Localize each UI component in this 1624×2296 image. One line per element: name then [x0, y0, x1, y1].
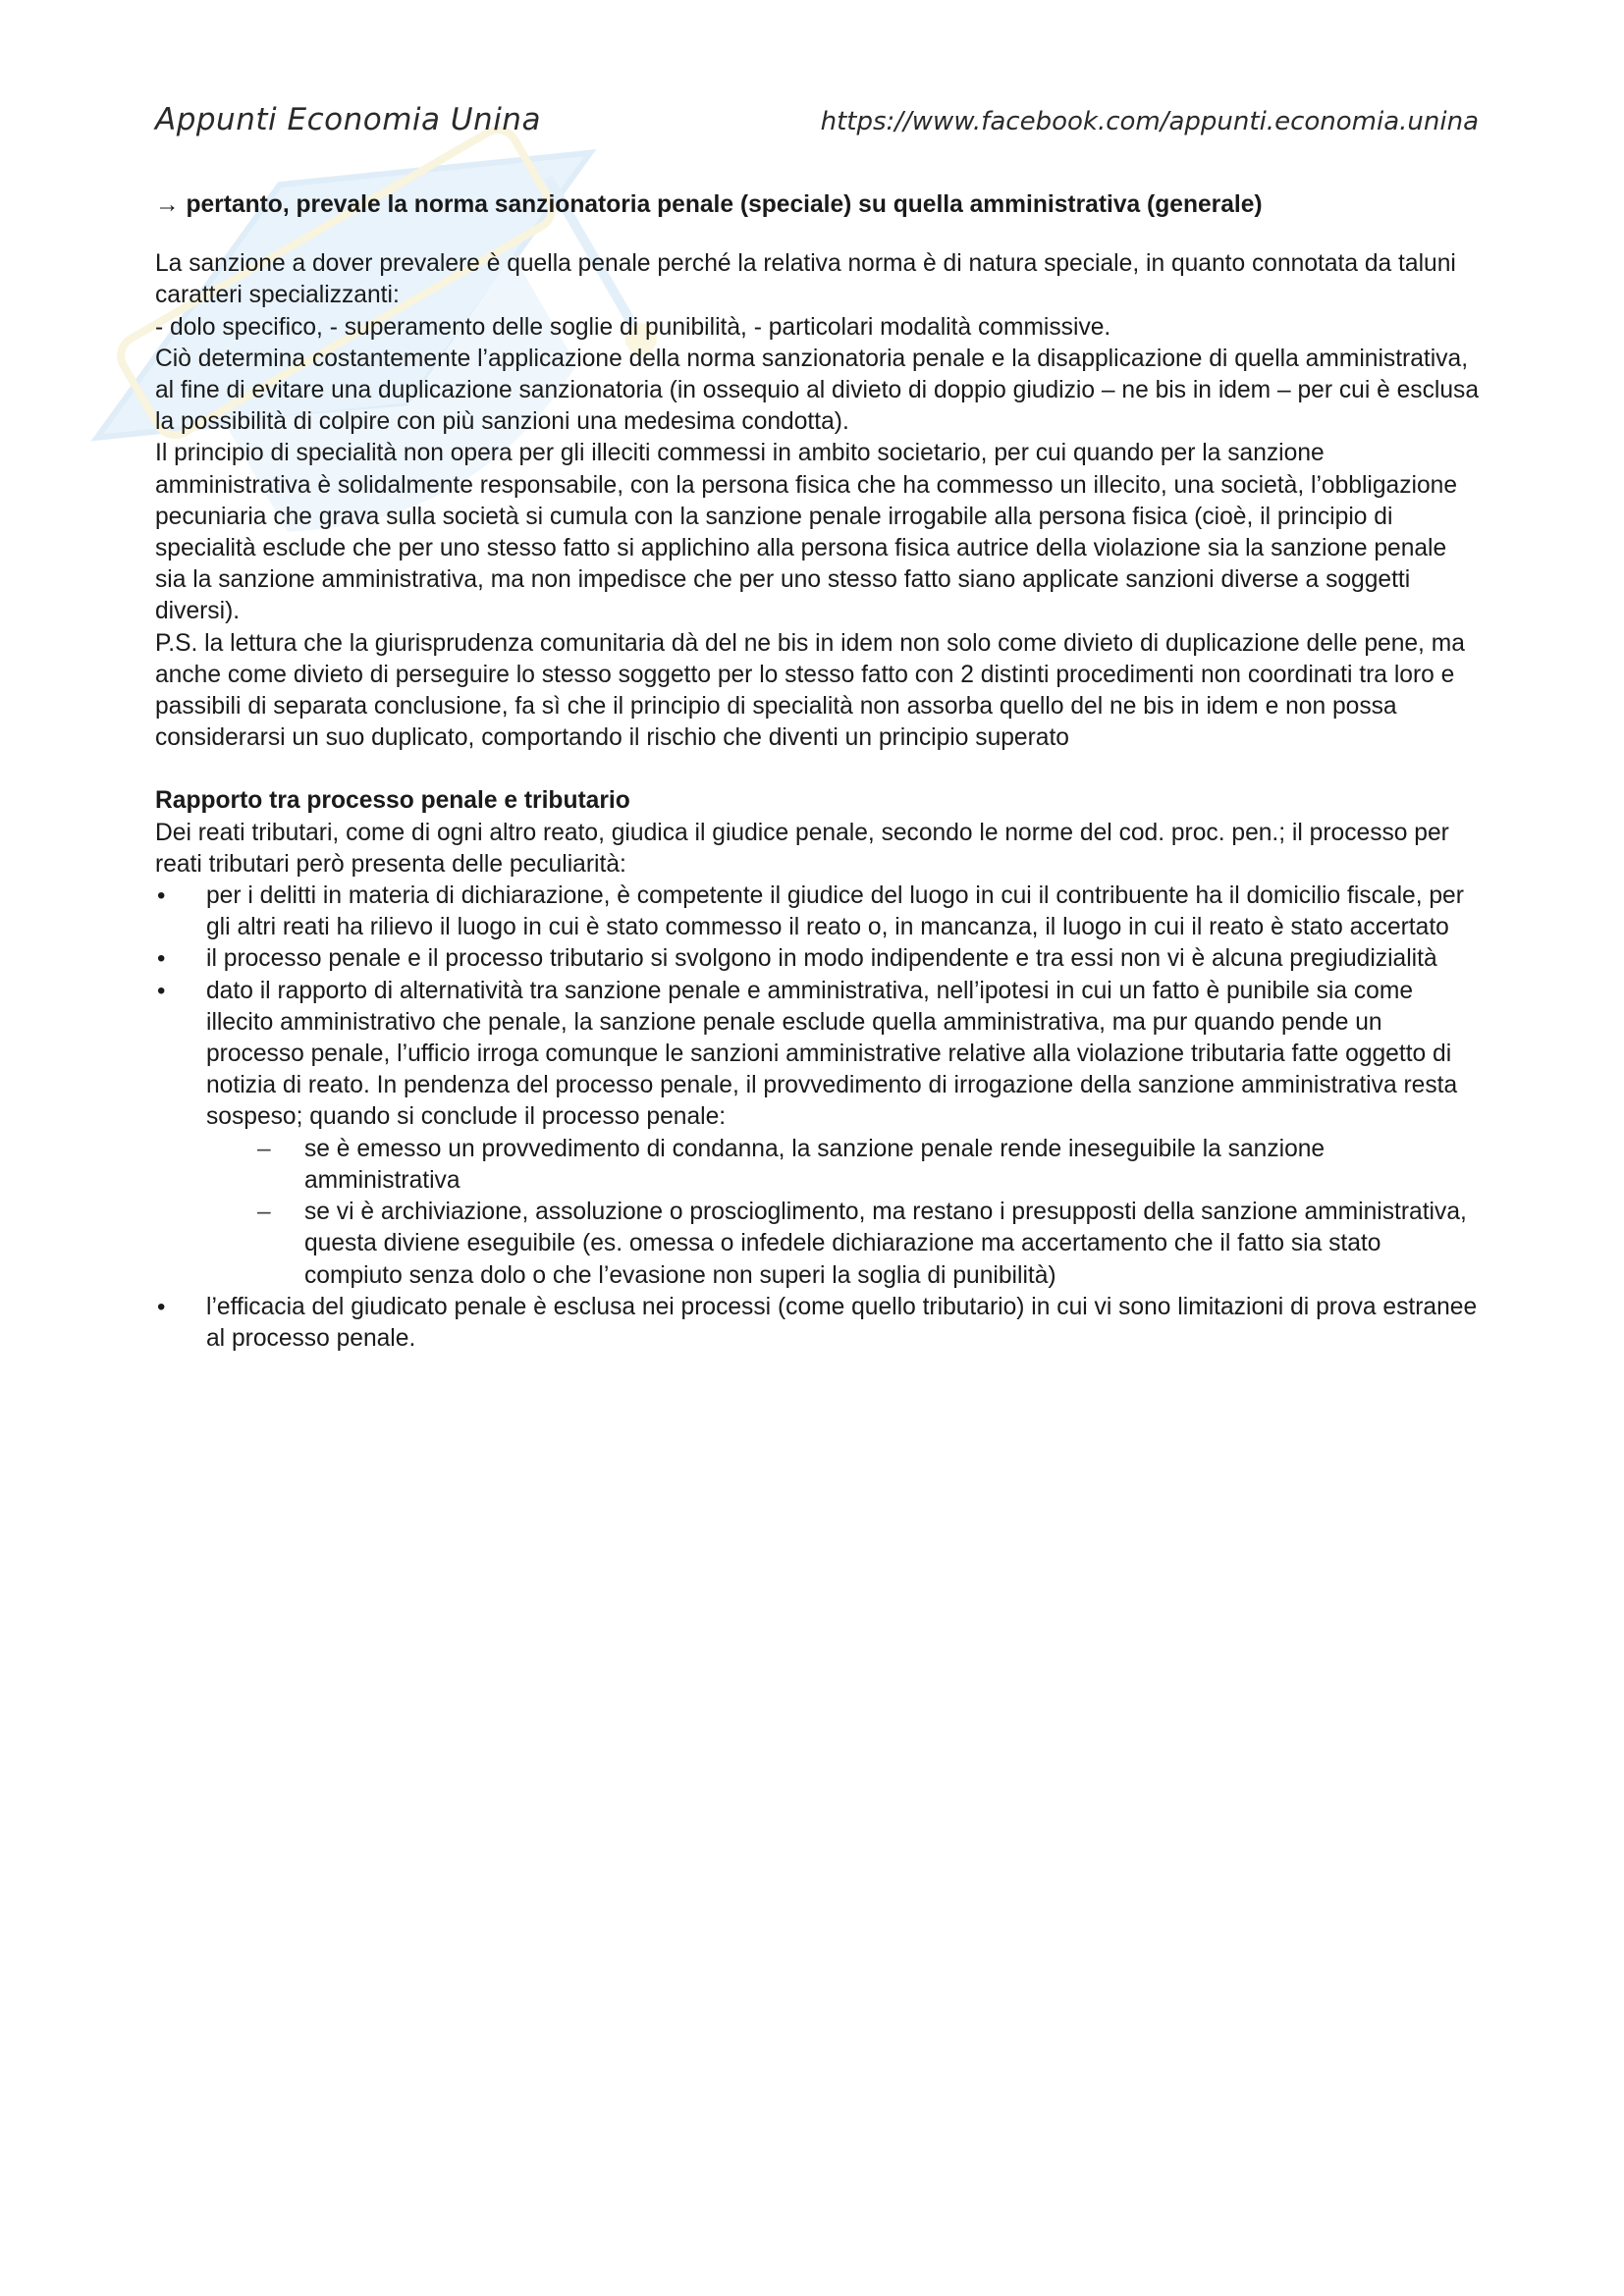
list-item: • il processo penale e il processo tributario si svolgono in modo indipendente e tra essi non vi è alcuna pregiudizialità — [155, 943, 1483, 975]
list-item — [155, 976, 1483, 1292]
section-heading: Rapporto tra processo penale e tributario — [155, 787, 630, 815]
sub-list-item: – se vi è archiviazione, assoluzione o proscioglimento, ma restano i presupposti della sanzione amministrativa, questa diviene eseguibile (es. omessa o infedele dichiarazione ma accertamento che il fatto sia stato compiuto senza dolo o che l’evasione non superi la soglia di punibilità) — [206, 1197, 1483, 1292]
arrow-icon: → — [155, 191, 180, 218]
page-header — [155, 102, 1479, 137]
section-intro: Dei reati tributari, come di ogni altro reato, giudica il giudice penale, secondo le norme del cod. proc. pen.; il processo per reati tributari però presenta delle peculiarità: — [155, 819, 1449, 878]
header-title: Appunti Economia Unina — [155, 102, 541, 137]
sub-list — [206, 1134, 1483, 1292]
lead-text: pertanto, prevale la norma sanzionatoria penale (speciale) su quella amministrativa (generale) — [186, 191, 1263, 218]
paragraph: Ciò determina costantemente l’applicazione della norma sanzionatoria penale e la disapplicazione di quella amministrativa, al fine di evitare una duplicazione sanzionatoria (in ossequio al divieto di doppio giudizio – ne bis in idem – per cui è esclusa la possibilità di colpire con più sanzioni una medesima condotta). — [155, 345, 1480, 436]
sub-list-item: – se è emesso un provvedimento di condanna, la sanzione penale rende ineseguibile la sanzione amministrativa — [206, 1134, 1483, 1197]
paragraph: - dolo specifico, - superamento delle soglie di punibilità, - particolari modalità commissive. — [155, 313, 1111, 341]
bullet-list — [155, 881, 1483, 1355]
lead-statement — [155, 189, 1483, 221]
paragraph: La sanzione a dover prevalere è quella penale perché la relativa norma è di natura speciale, in quanto connotata da taluni caratteri specializzanti: — [155, 250, 1456, 309]
list-item: • l’efficacia del giudicato penale è esclusa nei processi (come quello tributario) in cui vi sono limitazioni di prova estranee al processo penale. — [155, 1292, 1483, 1355]
document-body — [155, 189, 1483, 1355]
list-item: • per i delitti in materia di dichiarazione, è competente il giudice del luogo in cui il contribuente ha il domicilio fiscale, per gli altri reati ha rilievo il luogo in cui è stato commesso il reato o, in mancanza, il luogo in cui il reato è stato accertato — [155, 881, 1483, 943]
list-item-text: dato il rapporto di alternatività tra sanzione penale e amministrativa, nell’ipotesi in cui un fatto è punibile sia come illecito amministrativo che penale, la sanzione penale esclude quella amministrativa, ma pur quando pende un processo penale, l’ufficio irroga comunque le sanzioni amministrative relative alla violazione tributaria fatte oggetto di notizia di reato. In pendenza del processo penale, il provvedimento di irrogazione della sanzione amministrativa resta sospeso; quando si conclude il processo penale: — [206, 977, 1458, 1131]
header-url: https://www.facebook.com/appunti.economia.unina — [820, 107, 1479, 136]
paragraph: P.S. la lettura che la giurisprudenza comunitaria dà del ne bis in idem non solo come divieto di duplicazione delle pene, ma anche come divieto di perseguire lo stesso soggetto per lo stesso fatto con 2 distinti procedimenti non coordinati tra loro e passibili di separata conclusione, fa sì che il principio di specialità non assorba quello del ne bis in idem e non possa considerarsi un suo duplicato, comportando il rischio che diventi un principio superato — [155, 629, 1465, 752]
paragraph: Il principio di specialità non opera per gli illeciti commessi in ambito societario, per cui quando per la sanzione amministrativa è solidalmente responsabile, con la persona fisica che ha commesso un illecito, una società, l’obbligazione pecuniaria che grava sulla società si cumula con la sanzione penale irrogabile alla persona fisica (cioè, il principio di specialità esclude che per uno stesso fatto si applichino alla persona fisica autrice della violazione sia la sanzione penale sia la sanzione amministrativa, ma non impedisce che per uno stesso fatto siano applicate sanzioni diverse a soggetti diversi). — [155, 440, 1458, 625]
